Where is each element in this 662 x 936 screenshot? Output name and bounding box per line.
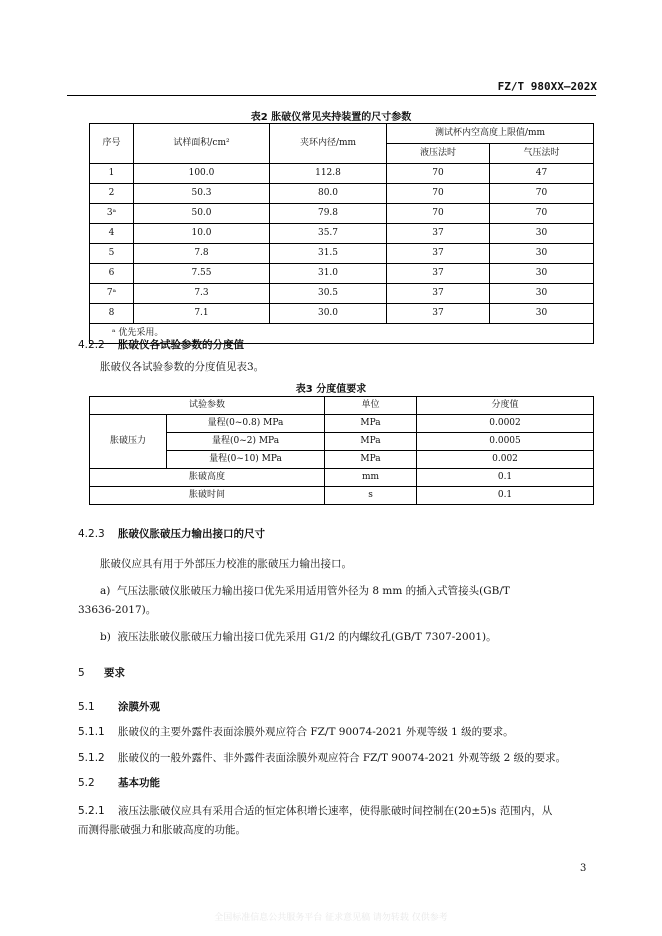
table-cell: 7ᵃ	[90, 284, 134, 304]
table-cell: 2	[90, 184, 134, 204]
table-row	[90, 487, 594, 505]
section-5-2-1-cont: 而测得胀破强力和胀破高度的功能。	[78, 824, 246, 836]
table2-header-pneumatic: 气压法时	[490, 144, 594, 164]
table-cell: 80.0	[270, 184, 387, 204]
table-cell: 30	[490, 304, 594, 324]
table-cell: MPa	[325, 415, 417, 433]
table-cell: 37	[387, 224, 490, 244]
table-cell: 1	[90, 164, 134, 184]
table-row	[90, 264, 594, 284]
table-cell: 7.1	[134, 304, 270, 324]
table-cell: 7.55	[134, 264, 270, 284]
table3-caption: 表3 分度值要求	[295, 384, 367, 395]
header-rule	[67, 95, 596, 96]
table-row	[90, 469, 594, 487]
table-cell: 37	[387, 244, 490, 264]
table2-caption: 表2 胀破仪常见夹持装置的尺寸参数	[250, 112, 412, 123]
table-cell: 70	[490, 204, 594, 224]
table-cell: 30	[490, 224, 594, 244]
table-cell: 79.8	[270, 204, 387, 224]
table-cell: 100.0	[134, 164, 270, 184]
table-row	[90, 244, 594, 264]
table-cell: 3ᵃ	[90, 204, 134, 224]
table2-header-hydraulic: 液压法时	[387, 144, 490, 164]
table-row	[90, 284, 594, 304]
table-cell: 30.0	[270, 304, 387, 324]
section-4-2-2-heading: 4.2.2 胀破仪各试验参数的分度值	[78, 339, 244, 351]
section-4-2-2-text: 胀破仪各试验参数的分度值见表3。	[100, 361, 265, 373]
table-row	[90, 164, 594, 184]
standard-code: FZ/T 980XX—202X	[497, 80, 597, 93]
table-row	[90, 415, 594, 433]
table-cell: 35.7	[270, 224, 387, 244]
table-cell: mm	[325, 469, 417, 487]
table-cell: 37	[387, 304, 490, 324]
watermark-text: 全国标准信息公共服务平台 征求意见稿 请勿转载 仅供参考	[214, 913, 448, 923]
table-cell: 47	[490, 164, 594, 184]
table-cell: 30	[490, 284, 594, 304]
table-cell: 31.0	[270, 264, 387, 284]
section-4-2-3-intro: 胀破仪应具有用于外部压力校准的胀破压力输出接口。	[100, 558, 352, 570]
table-cell: 30	[490, 264, 594, 284]
table-cell: 50.0	[134, 204, 270, 224]
table-cell: 0.002	[417, 451, 594, 469]
table2-header-area: 试样面积/cm²	[134, 124, 270, 164]
table-cell: 量程(0~2) MPa	[167, 433, 325, 451]
table-cell: 70	[387, 184, 490, 204]
table-cell: 30.5	[270, 284, 387, 304]
section-4-2-3-item-b: b) 液压法胀破仪胀破压力输出接口优先采用 G1/2 的内螺纹孔(GB/T 7307-2001)。	[100, 631, 497, 643]
table-cell: 112.8	[270, 164, 387, 184]
table2-header-limit: 测试杯内空高度上限值/mm	[387, 124, 594, 144]
table2	[89, 123, 594, 344]
table-cell: s	[325, 487, 417, 505]
table-cell: 0.1	[417, 487, 594, 505]
section-5-1-heading: 5.1 涂膜外观	[78, 701, 160, 713]
table-cell: 10.0	[134, 224, 270, 244]
table-cell: 量程(0~0.8) MPa	[167, 415, 325, 433]
section-5-1-1: 5.1.1 胀破仪的主要外露件表面涂膜外观应符合 FZ/T 90074-2021 外观等级 1 级的要求。	[78, 726, 514, 738]
table-cell: 70	[387, 164, 490, 184]
table2-note: ᵃ 优先采用。	[90, 324, 594, 344]
section-5-2-heading: 5.2 基本功能	[78, 777, 160, 789]
table-row	[90, 184, 594, 204]
table-cell: 8	[90, 304, 134, 324]
table-cell: MPa	[325, 451, 417, 469]
section-5-1-2: 5.1.2 胀破仪的一般外露件、非外露件表面涂膜外观应符合 FZ/T 90074-2021 外观等级 2 级的要求。	[78, 752, 567, 764]
table-row	[90, 304, 594, 324]
table-cell: 7.3	[134, 284, 270, 304]
table-cell: 0.1	[417, 469, 594, 487]
table-cell: MPa	[325, 433, 417, 451]
table-cell: 0.0005	[417, 433, 594, 451]
table-cell: 胀破高度	[90, 469, 325, 487]
table-cell: 7.8	[134, 244, 270, 264]
table3-header-value: 分度值	[417, 397, 594, 415]
pressure-label: 胀破压力	[90, 415, 167, 469]
table-row	[90, 204, 594, 224]
section-5-heading: 5 要求	[78, 667, 125, 679]
page-number: 3	[580, 863, 587, 874]
table-cell: 胀破时间	[90, 487, 325, 505]
section-4-2-3-item-a: a) 气压法胀破仪胀破压力输出接口优先采用适用管外径为 8 mm 的插入式管接头(GB/T	[100, 585, 510, 597]
table-cell: 5	[90, 244, 134, 264]
table-cell: 70	[387, 204, 490, 224]
section-4-2-3-item-a-cont: 33636-2017)。	[78, 604, 157, 616]
section-5-2-1: 5.2.1 液压法胀破仪应具有采用合适的恒定体积增长速率，使得胀破时间控制在(20±5)s 范围内，从	[78, 805, 553, 817]
table3-header-param: 试验参数	[90, 397, 325, 415]
table3	[89, 396, 594, 505]
section-4-2-3-heading: 4.2.3 胀破仪胀破压力输出接口的尺寸	[78, 528, 265, 540]
table-cell: 37	[387, 264, 490, 284]
table-cell: 6	[90, 264, 134, 284]
table-cell: 0.0002	[417, 415, 594, 433]
table-cell: 50.3	[134, 184, 270, 204]
table2-header-ring: 夹环内径/mm	[270, 124, 387, 164]
table-cell: 4	[90, 224, 134, 244]
table-cell: 30	[490, 244, 594, 264]
table-cell: 37	[387, 284, 490, 304]
table-row	[90, 224, 594, 244]
table-cell: 70	[490, 184, 594, 204]
table-cell: 31.5	[270, 244, 387, 264]
table-cell: 量程(0~10) MPa	[167, 451, 325, 469]
table3-header-unit: 单位	[325, 397, 417, 415]
table2-header-no: 序号	[90, 124, 134, 164]
